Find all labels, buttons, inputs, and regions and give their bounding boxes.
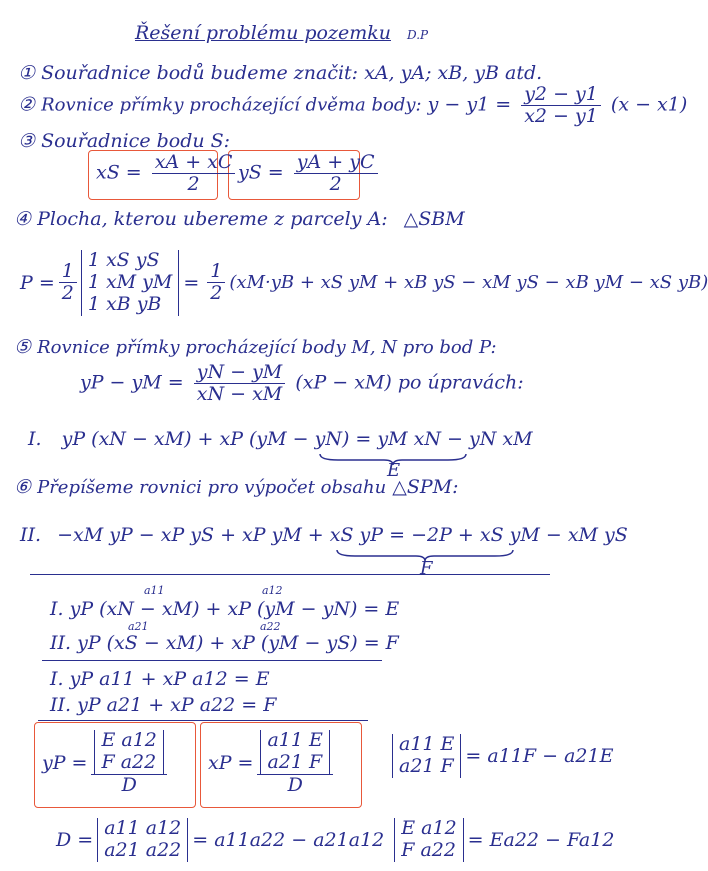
step-6: ⑥ Přepíšeme rovnici pro výpočet obsahu △SPM: <box>14 476 459 498</box>
step-2: ② Rovnice přímky procházející dvěma body: y − y1 = $\frac{y2 - y1}{x2 - y1}$ (x − x1) <box>18 83 688 127</box>
area-formula: P = $\frac{1}{2}$ 1 xS yS 1 xM yM 1 xB yB = $\frac{1}{2}$ (xM·yB + xS yM + xB yS − xM yS − xB yM − xS yB) <box>20 249 708 315</box>
divider-2 <box>42 660 382 661</box>
line-mn-formula: yP − yM = $\frac{yN - yM}{xN - xM}$ (xP − xM) po úpravách: <box>80 361 524 405</box>
divider-1 <box>30 574 550 575</box>
label-F: F <box>420 558 433 579</box>
page-title: Řešení problému pozemku D.P <box>135 22 429 44</box>
divider-3 <box>38 720 368 721</box>
label-a22: a22 <box>260 620 281 633</box>
step-1: ① Souřadnice bodů budeme značit: xA, yA; xB, yB atd. <box>18 62 543 84</box>
system-2-eq-I: I. yP a11 + xP a12 = E <box>50 668 270 690</box>
yp-formula: yP = E a12 F a22 D <box>42 730 171 796</box>
label-a12: a12 <box>262 584 283 597</box>
step-5: ⑤ Rovnice přímky procházející body M, N pro bod P: <box>14 336 497 358</box>
system-1-eq-II: II. yP (xS − xM) + xP (yM − yS) = F <box>50 632 399 654</box>
example-determinant: a11 E a21 F = a11F − a21E <box>392 734 613 778</box>
system-2-eq-II: II. yP a21 + xP a22 = F <box>50 694 277 716</box>
label-a11: a11 <box>144 584 165 597</box>
xp-formula: xP = a11 E a21 F D <box>208 730 337 796</box>
step-4: ④ Plocha, kterou ubereme z parcely A: △SBM <box>14 208 465 230</box>
label-E: E <box>387 460 401 481</box>
equation-I: I. yP (xN − xM) + xP (yM − yN) = yM xN − yN xM <box>28 428 533 450</box>
system-1-eq-I: I. yP (xN − xM) + xP (yM − yN) = E <box>50 598 400 620</box>
label-a21: a21 <box>128 620 149 633</box>
determinant-D: D = a11 a12 a21 a22 = a11a22 − a21a12 E a12 F a22 = Ea22 − Fa12 <box>56 817 615 861</box>
equation-II: II. −xM yP − xP yS + xP yM + xS yP = −2P + xS yM − xM yS <box>20 524 628 546</box>
xs-formula: xS = $\frac{xA + xC}{2}$ <box>96 152 239 195</box>
step-3: ③ Souřadnice bodu S: <box>18 130 231 152</box>
ys-formula: yS = $\frac{yA + yC}{2}$ <box>238 152 382 195</box>
